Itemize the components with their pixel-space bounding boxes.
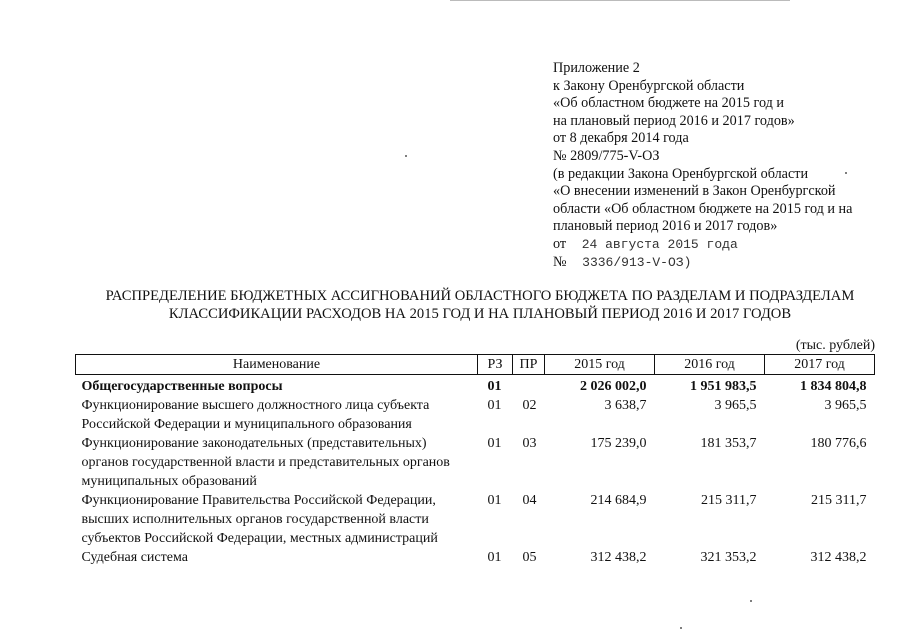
document-title-line1: РАСПРЕДЕЛЕНИЕ БЮДЖЕТНЫХ АССИГНОВАНИЙ ОБЛАСТНОГО БЮДЖЕТА ПО РАЗДЕЛАМ И ПОДРАЗДЕЛАМ xyxy=(105,288,855,304)
document-title xyxy=(40,287,905,323)
row-2016: 1 951 983,5 xyxy=(690,379,757,394)
row-pr: 03 xyxy=(522,436,537,451)
row-2016: 3 965,5 xyxy=(714,398,757,413)
document-title-line2: КЛАССИФИКАЦИИ РАСХОДОВ НА 2015 ГОД И НА ПЛАНОВЫЙ ПЕРИОД 2016 И 2017 ГОДОВ xyxy=(168,306,792,322)
header-line: к Закону Оренбургской области xyxy=(553,77,745,94)
row-2017: 3 965,5 xyxy=(824,398,867,413)
table-row xyxy=(76,434,875,491)
amendment-date-label: от xyxy=(553,235,567,252)
header-line: «Об областном бюджете на 2015 год и xyxy=(553,95,785,112)
column-header-2016: 2016 год xyxy=(655,355,765,375)
row-2017: 215 311,7 xyxy=(811,493,867,508)
row-2017: 180 776,6 xyxy=(810,436,867,451)
header-line: Приложение 2 xyxy=(553,60,640,76)
column-header-name: Наименование xyxy=(76,355,478,375)
row-2016: 215 311,7 xyxy=(701,493,757,508)
scan-speck xyxy=(405,155,407,157)
column-header-2015: 2015 год xyxy=(545,355,655,375)
header-line: «О внесении изменений в Закон Оренбургской xyxy=(553,183,836,200)
scan-speck xyxy=(845,172,847,174)
header-line: № 2809/775-V-ОЗ xyxy=(553,147,660,164)
row-pr xyxy=(513,375,545,397)
header-line: на плановый период 2016 и 2017 годов» xyxy=(553,112,795,129)
column-header-pr: ПР xyxy=(513,355,545,375)
column-header-2017: 2017 год xyxy=(765,355,875,375)
row-rz: 01 xyxy=(487,493,502,508)
table-row xyxy=(76,375,875,397)
scan-speck xyxy=(750,600,752,602)
amendment-number xyxy=(553,254,898,272)
row-rz: 01 xyxy=(487,550,502,565)
row-2017: 1 834 804,8 xyxy=(800,379,867,394)
row-name: Функционирование законодательных (представительных) органов государственной власти и представительных органов муниципальных образований xyxy=(81,436,450,489)
row-2016: 181 353,7 xyxy=(700,436,757,451)
appendix-header xyxy=(553,60,898,271)
scan-top-edge xyxy=(450,0,790,1)
row-2015: 175 239,0 xyxy=(590,436,647,451)
table-row xyxy=(76,491,875,548)
row-2017: 312 438,2 xyxy=(810,550,867,565)
table-row xyxy=(76,396,875,434)
row-name: Функционирование Правительства Российской Федерации, высших исполнительных органов государственной власти субъектов Российской Федерации, местных администраций xyxy=(81,493,438,546)
row-pr: 05 xyxy=(522,550,537,565)
table-header-row xyxy=(76,355,875,375)
row-pr: 04 xyxy=(522,493,537,508)
row-name: Общегосударственные вопросы xyxy=(81,379,283,394)
row-2015: 2 026 002,0 xyxy=(580,379,647,394)
row-2015: 312 438,2 xyxy=(590,550,647,565)
row-rz: 01 xyxy=(487,398,502,413)
row-name: Судебная система xyxy=(81,550,188,565)
amendment-date xyxy=(553,236,898,254)
row-2015: 3 638,7 xyxy=(604,398,647,413)
row-rz: 01 xyxy=(487,436,502,451)
row-rz: 01 xyxy=(487,379,502,394)
scan-speck xyxy=(680,627,682,629)
table-row xyxy=(76,548,875,567)
row-2016: 321 353,2 xyxy=(700,550,757,565)
row-pr: 02 xyxy=(522,398,537,413)
header-line: плановый период 2016 и 2017 годов» xyxy=(553,218,778,235)
amendment-date-value: 24 августа 2015 года xyxy=(581,236,738,252)
units-label: (тыс. рублей) xyxy=(795,338,875,353)
header-line: от 8 декабря 2014 года xyxy=(553,130,689,147)
header-line: (в редакции Закона Оренбургской области xyxy=(553,165,809,182)
row-name: Функционирование высшего должностного лица субъекта Российской Федерации и муниципального образования xyxy=(81,398,430,432)
budget-table xyxy=(75,354,875,567)
amendment-number-label: № xyxy=(553,253,567,270)
header-line: области «Об областном бюджете на 2015 год и на xyxy=(553,200,853,217)
column-header-rz: РЗ xyxy=(478,355,513,375)
row-2015: 214 684,9 xyxy=(590,493,647,508)
amendment-number-value: 3336/913-V-ОЗ) xyxy=(582,254,692,270)
